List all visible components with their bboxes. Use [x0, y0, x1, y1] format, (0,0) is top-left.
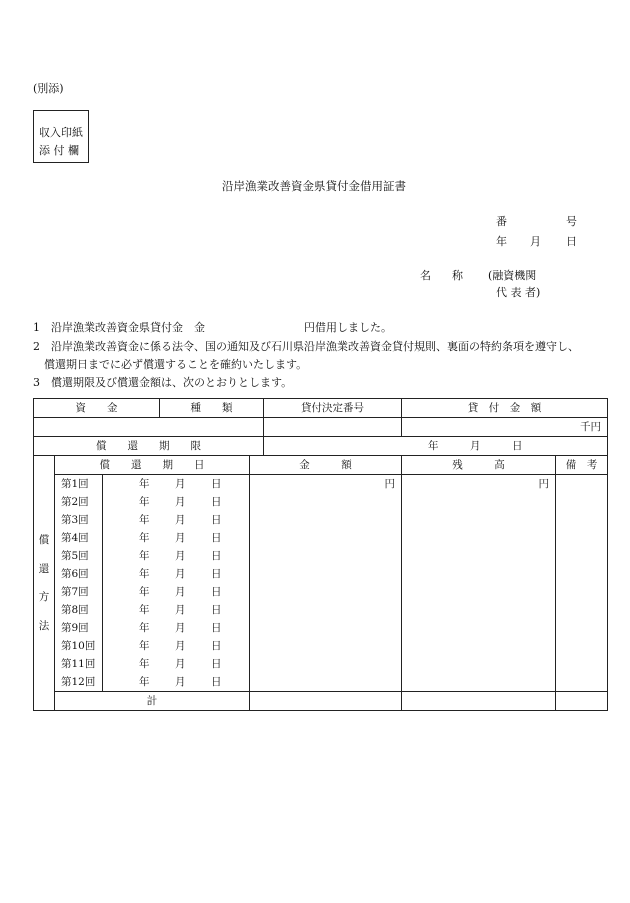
date-month: 月: [530, 235, 541, 248]
date-month-unit: 月: [175, 531, 186, 544]
date-year-unit: 年: [139, 639, 150, 652]
date-month-unit: 月: [175, 621, 186, 634]
clause-2-cont: 償還期日までに必ず償還することを確約いたします。: [33, 358, 308, 371]
date-day-unit: 日: [211, 585, 222, 598]
date-day-unit: 日: [211, 675, 222, 688]
document-title: 沿岸漁業改善資金県貸付金借用証書: [222, 179, 406, 193]
header-type: 種 類: [160, 399, 264, 418]
installment-date: [103, 565, 250, 583]
date-year-unit: 年: [139, 495, 150, 508]
installment-number: 第11回: [55, 655, 103, 673]
stamp-line-1: 収入印紙: [39, 126, 83, 139]
fund-type-cell: [34, 418, 264, 437]
note-column: [556, 475, 608, 692]
date-year-unit: 年: [139, 621, 150, 634]
total-money: [250, 692, 402, 711]
installment-number: 第7回: [55, 583, 103, 601]
stamp-line-2: 添 付 欄: [39, 144, 79, 157]
revenue-stamp-box: [33, 110, 89, 163]
header-fund: 資 金: [34, 399, 160, 418]
installment-date: [103, 619, 250, 637]
date-day: 日: [566, 235, 577, 248]
date-month-unit: 月: [175, 639, 186, 652]
date-month-unit: 月: [175, 549, 186, 562]
date-year-unit: 年: [139, 531, 150, 544]
date-day-unit: 日: [211, 477, 222, 490]
date-month-unit: 月: [175, 585, 186, 598]
date-day-unit: 日: [211, 567, 222, 580]
total-balance: [402, 692, 556, 711]
loan-info-table: [33, 398, 608, 456]
total-row: [34, 692, 608, 711]
number-ban: 番: [496, 215, 507, 228]
decision-number-cell: [264, 418, 402, 437]
date-year-unit: 年: [139, 675, 150, 688]
date-year-unit: 年: [139, 603, 150, 616]
date-month-unit: 月: [175, 477, 186, 490]
installment-number: 第9回: [55, 619, 103, 637]
header-loan-amount: 貸 付 金 額: [402, 399, 608, 418]
clause-3: 3 償還期限及び償還金額は、次のとおりとします。: [33, 376, 293, 389]
header-balance: 残 高: [402, 456, 556, 475]
installment-date: [103, 637, 250, 655]
installment-number: 第8回: [55, 601, 103, 619]
installment-date: [103, 529, 250, 547]
date-month-unit: 月: [175, 495, 186, 508]
date-month-unit: 月: [175, 513, 186, 526]
table-row: [34, 475, 608, 494]
header-repayment-date: 償 還 期 日: [55, 456, 250, 475]
installment-date: [103, 511, 250, 529]
method-char: 還: [38, 562, 50, 575]
date-year-unit: 年: [139, 585, 150, 598]
lender-org: (融資機関: [488, 269, 537, 282]
installment-number: 第4回: [55, 529, 103, 547]
installment-date: [103, 583, 250, 601]
installment-date: [103, 547, 250, 565]
installment-number: 第12回: [55, 673, 103, 692]
money-column: 円: [250, 475, 402, 692]
method-char: 法: [38, 619, 50, 632]
date-month-unit: 月: [175, 567, 186, 580]
installment-date: [103, 601, 250, 619]
date-day-unit: 日: [211, 513, 222, 526]
loan-amount-cell: 千円: [402, 418, 608, 437]
date-day-unit: 日: [211, 531, 222, 544]
name-label-2: 称: [452, 269, 463, 282]
date-month-unit: 月: [175, 675, 186, 688]
installment-number: 第5回: [55, 547, 103, 565]
total-note: [556, 692, 608, 711]
date-day-unit: 日: [211, 495, 222, 508]
installment-number: 第6回: [55, 565, 103, 583]
installment-number: 第10回: [55, 637, 103, 655]
installment-date: [103, 475, 250, 494]
installment-date: [103, 493, 250, 511]
date-year-unit: 年: [139, 513, 150, 526]
date-month-unit: 月: [175, 657, 186, 670]
installment-number: 第3回: [55, 511, 103, 529]
method-char: 方: [38, 591, 50, 603]
balance-column: 円: [402, 475, 556, 692]
method-char: 償: [38, 534, 50, 546]
date-day-unit: 日: [211, 657, 222, 670]
date-year-unit: 年: [139, 657, 150, 670]
date-year-unit: 年: [139, 567, 150, 580]
deadline-date: 年 月 日: [264, 437, 608, 456]
date-year-unit: 年: [139, 549, 150, 562]
attachment-label: (別添): [33, 82, 64, 95]
repayment-method-label: [34, 456, 55, 711]
total-label: 計: [55, 692, 250, 711]
date-year-unit: 年: [139, 477, 150, 490]
date-day-unit: 日: [211, 603, 222, 616]
installment-date: [103, 673, 250, 692]
header-decision-number: 貸付決定番号: [264, 399, 402, 418]
clause-2: 2 沿岸漁業改善資金に係る法令、国の通知及び石川県沿岸漁業改善資金貸付規則、裏面の特約条項を遵守し、: [33, 340, 579, 353]
date-day-unit: 日: [211, 639, 222, 652]
header-money: 金 額: [250, 456, 402, 475]
date-year: 年: [496, 235, 507, 248]
number-go: 号: [566, 215, 577, 228]
header-note: 備 考: [556, 456, 608, 475]
date-month-unit: 月: [175, 603, 186, 616]
lender-representative: 代 表 者): [496, 286, 541, 299]
deadline-label: 償 還 期 限: [34, 437, 264, 456]
installment-number: 第2回: [55, 493, 103, 511]
clause-1: 1 沿岸漁業改善資金県貸付金 金 円借用しました。: [33, 321, 392, 334]
date-day-unit: 日: [211, 549, 222, 562]
installment-number: 第1回: [55, 475, 103, 494]
date-day-unit: 日: [211, 621, 222, 634]
name-label-1: 名: [420, 269, 431, 282]
repayment-table: [33, 455, 608, 711]
installment-date: [103, 655, 250, 673]
